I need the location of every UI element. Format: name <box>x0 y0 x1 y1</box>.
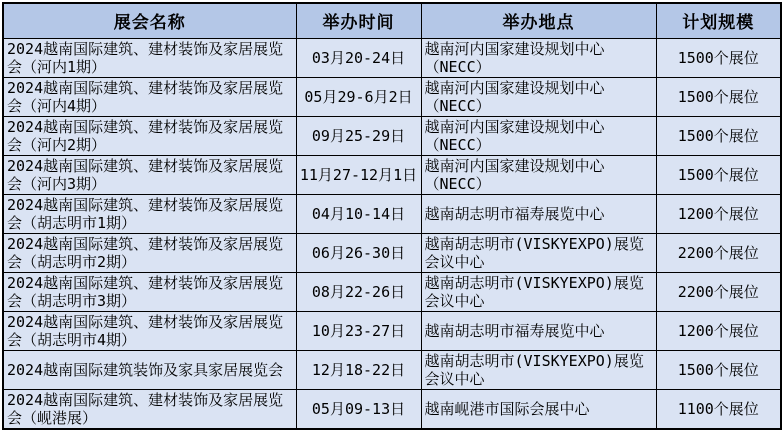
date-cell: 08月22-26日 <box>296 272 421 311</box>
date-cell: 03月20-24日 <box>296 38 421 77</box>
venue-cell: 越南河内国家建设规划中心（NECC） <box>421 38 656 77</box>
exhibition-name-cell: 2024越南国际建筑、建材装饰及家居展览会（胡志明市2期） <box>3 233 296 272</box>
exhibition-name-cell: 2024越南国际建筑、建材装饰及家居展览会（岘港展） <box>3 389 296 429</box>
venue-cell: 越南胡志明市(VISKYEXPO)展览会议中心 <box>421 350 656 389</box>
exhibitions-table <box>2 2 782 430</box>
venue-cell: 越南河内国家建设规划中心（NECC） <box>421 155 656 194</box>
scale-cell: 1200个展位 <box>656 311 781 350</box>
exhibition-name-cell: 2024越南国际建筑、建材装饰及家居展览会（胡志明市4期） <box>3 311 296 350</box>
scale-cell: 1500个展位 <box>656 350 781 389</box>
date-cell: 10月23-27日 <box>296 311 421 350</box>
table-row <box>3 389 781 429</box>
column-header-scale: 计划规模 <box>656 3 781 38</box>
table-row <box>3 350 781 389</box>
date-cell: 11月27-12月1日 <box>296 155 421 194</box>
table-row <box>3 116 781 155</box>
date-cell: 12月18-22日 <box>296 350 421 389</box>
date-cell: 04月10-14日 <box>296 194 421 233</box>
table-row <box>3 155 781 194</box>
exhibition-name-cell: 2024越南国际建筑装饰及家具家居展览会 <box>3 350 296 389</box>
date-cell: 05月09-13日 <box>296 389 421 429</box>
exhibition-name-cell: 2024越南国际建筑、建材装饰及家居展览会（河内4期） <box>3 77 296 116</box>
scale-cell: 1500个展位 <box>656 38 781 77</box>
table-row <box>3 272 781 311</box>
date-cell: 06月26-30日 <box>296 233 421 272</box>
table-row <box>3 233 781 272</box>
venue-cell: 越南河内国家建设规划中心（NECC） <box>421 116 656 155</box>
exhibition-name-cell: 2024越南国际建筑、建材装饰及家居展览会（河内1期） <box>3 38 296 77</box>
venue-cell: 越南岘港市国际会展中心 <box>421 389 656 429</box>
column-header-date: 举办时间 <box>296 3 421 38</box>
venue-cell: 越南胡志明市(VISKYEXPO)展览会议中心 <box>421 233 656 272</box>
exhibition-name-cell: 2024越南国际建筑、建材装饰及家居展览会（胡志明市3期） <box>3 272 296 311</box>
scale-cell: 1500个展位 <box>656 116 781 155</box>
scale-cell: 1500个展位 <box>656 77 781 116</box>
venue-cell: 越南胡志明市(VISKYEXPO)展览会议中心 <box>421 272 656 311</box>
exhibition-name-cell: 2024越南国际建筑、建材装饰及家居展览会（胡志明市1期） <box>3 194 296 233</box>
column-header-exhibition-name: 展会名称 <box>3 3 296 38</box>
table-row <box>3 194 781 233</box>
venue-cell: 越南河内国家建设规划中心（NECC） <box>421 77 656 116</box>
scale-cell: 1100个展位 <box>656 389 781 429</box>
exhibition-name-cell: 2024越南国际建筑、建材装饰及家居展览会（河内3期） <box>3 155 296 194</box>
scale-cell: 1200个展位 <box>656 194 781 233</box>
table-row <box>3 38 781 77</box>
column-header-venue: 举办地点 <box>421 3 656 38</box>
scale-cell: 2200个展位 <box>656 272 781 311</box>
date-cell: 09月25-29日 <box>296 116 421 155</box>
table-row <box>3 311 781 350</box>
scale-cell: 1500个展位 <box>656 155 781 194</box>
scale-cell: 2200个展位 <box>656 233 781 272</box>
exhibition-name-cell: 2024越南国际建筑、建材装饰及家居展览会（河内2期） <box>3 116 296 155</box>
table-row <box>3 77 781 116</box>
table-header-row <box>3 3 781 38</box>
venue-cell: 越南胡志明市福寿展览中心 <box>421 194 656 233</box>
venue-cell: 越南胡志明市福寿展览中心 <box>421 311 656 350</box>
date-cell: 05月29-6月2日 <box>296 77 421 116</box>
